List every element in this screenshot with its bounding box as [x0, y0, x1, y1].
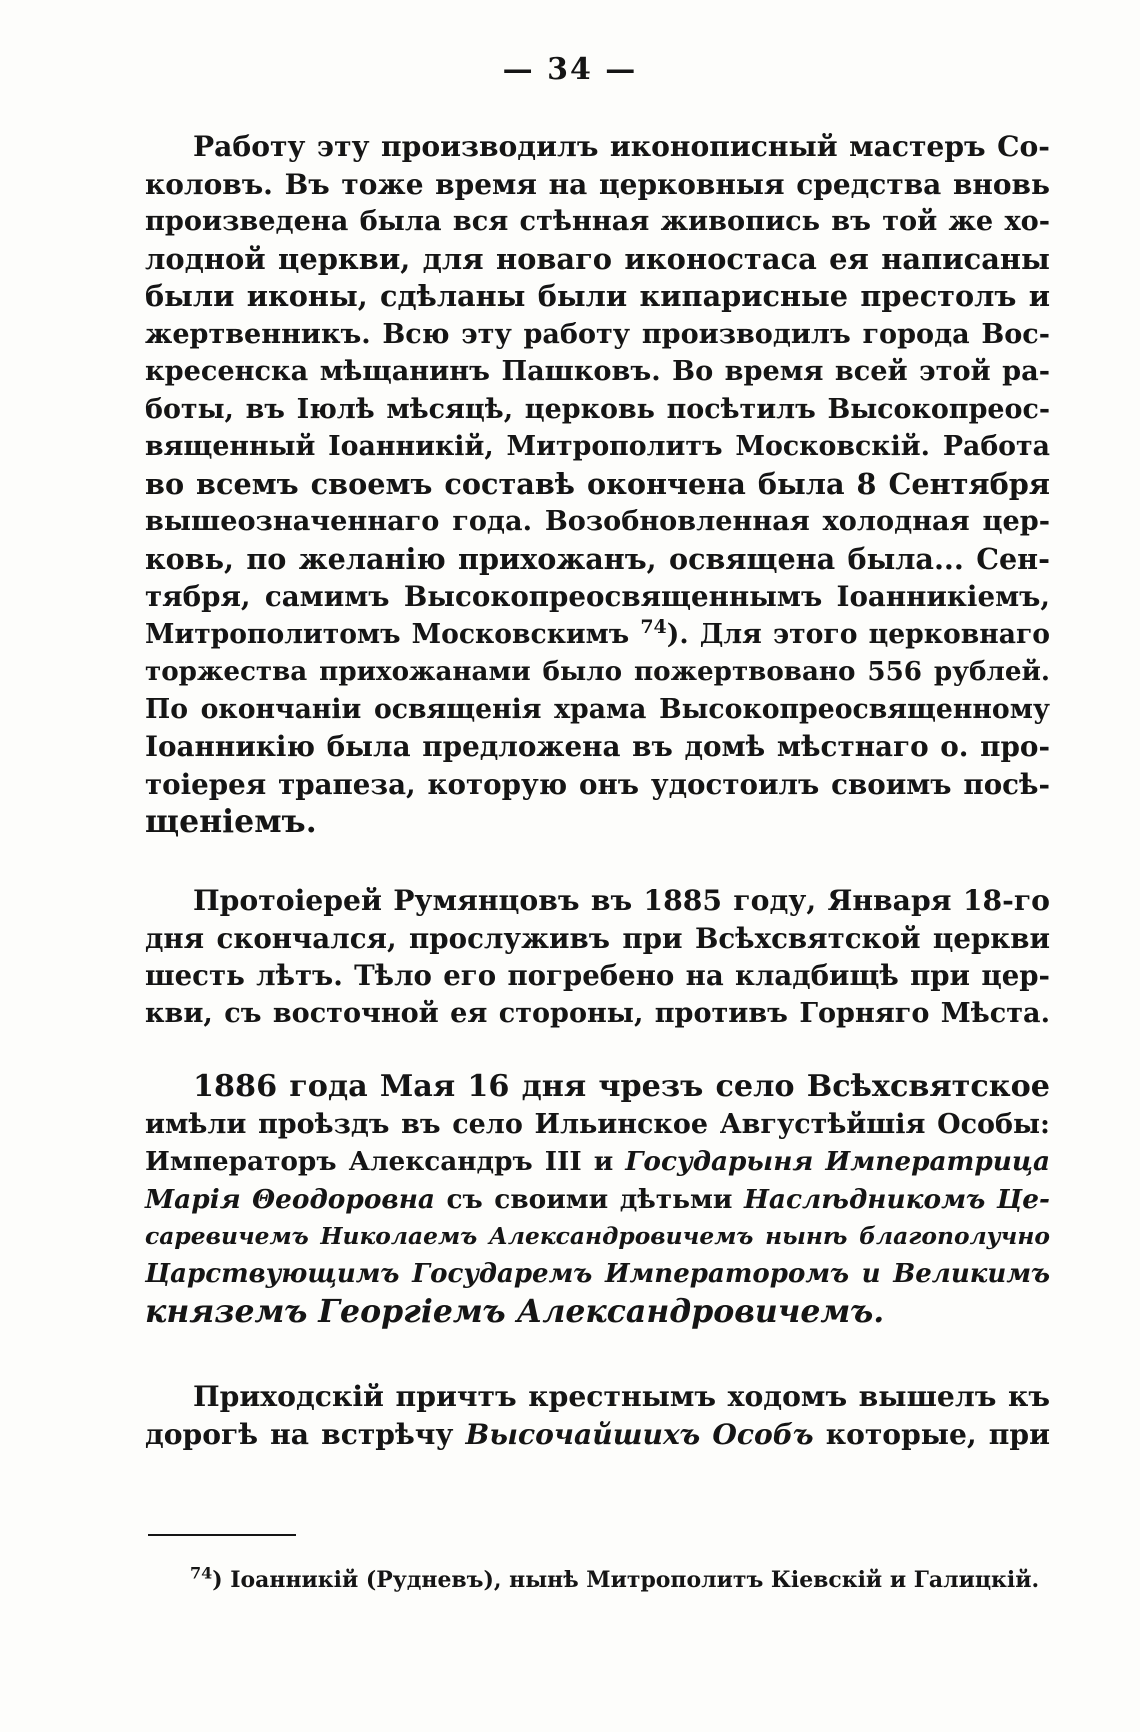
text-line: Протоiерей Румянцовъ въ 1885 году, Января 18-го: [193, 883, 1050, 917]
text-line: тоiерея трапеза, которую онъ удостоилъ своимъ посѣ-: [145, 767, 1050, 801]
text-line: шесть лѣтъ. Тѣло его погребено на кладбищѣ при цер-: [145, 959, 1050, 992]
footnote: [190, 1565, 1050, 1595]
text-line: Приходскiй причтъ крестнымъ ходомъ вышелъ къ: [193, 1380, 1050, 1413]
text-segment: ). Для этого церковнаго: [666, 618, 1051, 650]
text-segment: Митрополитомъ Московскимъ: [145, 618, 630, 650]
text-line: По окончанiи освященiя храма Высокопреосвященному: [145, 693, 1050, 725]
italic-segment: Наслѣдникомъ Це-: [743, 1183, 1050, 1215]
text-line: Царствующимъ Государемъ Императоромъ и Великимъ: [145, 1258, 1050, 1289]
italic-segment: Государыня Императрица: [625, 1146, 1050, 1177]
text-line: коловъ. Въ тоже время на церковныя средства вновь: [145, 167, 1050, 201]
text-line: имѣли проѣздъ въ село Ильинское Августѣйшiя Особы:: [145, 1108, 1050, 1140]
text-line: [145, 616, 1050, 654]
footnote-marker: 74: [190, 1563, 213, 1583]
text-line: торжества прихожанами было пожертвовано 556 рублей.: [145, 656, 1050, 687]
text-line: во всемъ своемъ составѣ окончена была 8 Сентября: [145, 466, 1050, 501]
text-line: 1886 года Мая 16 дня чрезъ село Всѣхсвятское: [193, 1069, 1050, 1104]
text-line: тября, самимъ Высокопреосвященнымъ Iоанникiемъ,: [145, 580, 1050, 613]
italic-segment: Марiя Θеодоровна: [145, 1183, 436, 1215]
text-line: кви, съ восточной ея стороны, противъ Горняго Мѣста.: [145, 997, 1050, 1029]
text-segment: дорогѣ на встрѣчу: [145, 1417, 466, 1451]
text-segment: Императоръ Александръ III и: [145, 1146, 626, 1177]
text-line: кресенска мѣщанинъ Пашковъ. Во время всей этой ра-: [145, 356, 1050, 387]
text-line: Работу эту производилъ иконописный мастеръ Со-: [193, 130, 1050, 163]
text-segment: которые, при: [813, 1417, 1050, 1451]
footnote-text: ) Iоанникiй (Рудневъ), нынѣ Митрополитъ Кiевскiй и Галицкiй.: [212, 1567, 1040, 1593]
text-line: княземъ Георгiемъ Александровичемъ.: [145, 1293, 885, 1330]
text-line: саревичемъ Николаемъ Александровичемъ нынѣ благополучно: [145, 1222, 1050, 1250]
footnote-divider: [148, 1534, 296, 1536]
paragraph-procession: [145, 1378, 1050, 1453]
paragraph-rumyantsov: [145, 882, 1050, 1032]
text-line: [145, 1143, 1050, 1181]
text-line: Iоанникiю была предложена въ домѣ мѣстнаго о. про-: [145, 730, 1050, 763]
footnote-reference: 74: [640, 615, 667, 638]
text-segment: съ своими дѣтьми: [435, 1183, 744, 1215]
page-number: — 34 —: [502, 52, 638, 87]
text-line: были иконы, сдѣланы были кипарисные престолъ и: [145, 279, 1050, 313]
text-line: [145, 1416, 1050, 1454]
text-line: щенiемъ.: [145, 803, 317, 840]
text-line: ковь, по желанiю прихожанъ, освящена была... Сен-: [145, 541, 1050, 576]
text-line: произведена была вся стѣнная живопись въ той же хо-: [145, 206, 1050, 237]
text-line: жертвенникъ. Всю эту работу производилъ города Вос-: [145, 318, 1050, 350]
paragraph-imperial-visit: [145, 1068, 1050, 1331]
text-line: боты, въ Iюлѣ мѣсяцѣ, церковь посѣтилъ Высокопреос-: [145, 393, 1050, 425]
italic-segment: Высочайшихъ Особъ: [465, 1417, 814, 1451]
paragraph-consecration: [145, 128, 1050, 841]
text-line: [145, 1181, 1050, 1219]
text-line: дня скончался, прослуживъ при Всѣхсвятской церкви: [145, 921, 1050, 955]
text-line: вященный Iоанникiй, Митрополитъ Московскiй. Работа: [145, 431, 1050, 462]
text-line: вышеозначеннаго года. Возобновленная холодная цер-: [145, 506, 1050, 537]
text-line: лодной церкви, для новаго иконостаса ея написаны: [145, 241, 1050, 276]
